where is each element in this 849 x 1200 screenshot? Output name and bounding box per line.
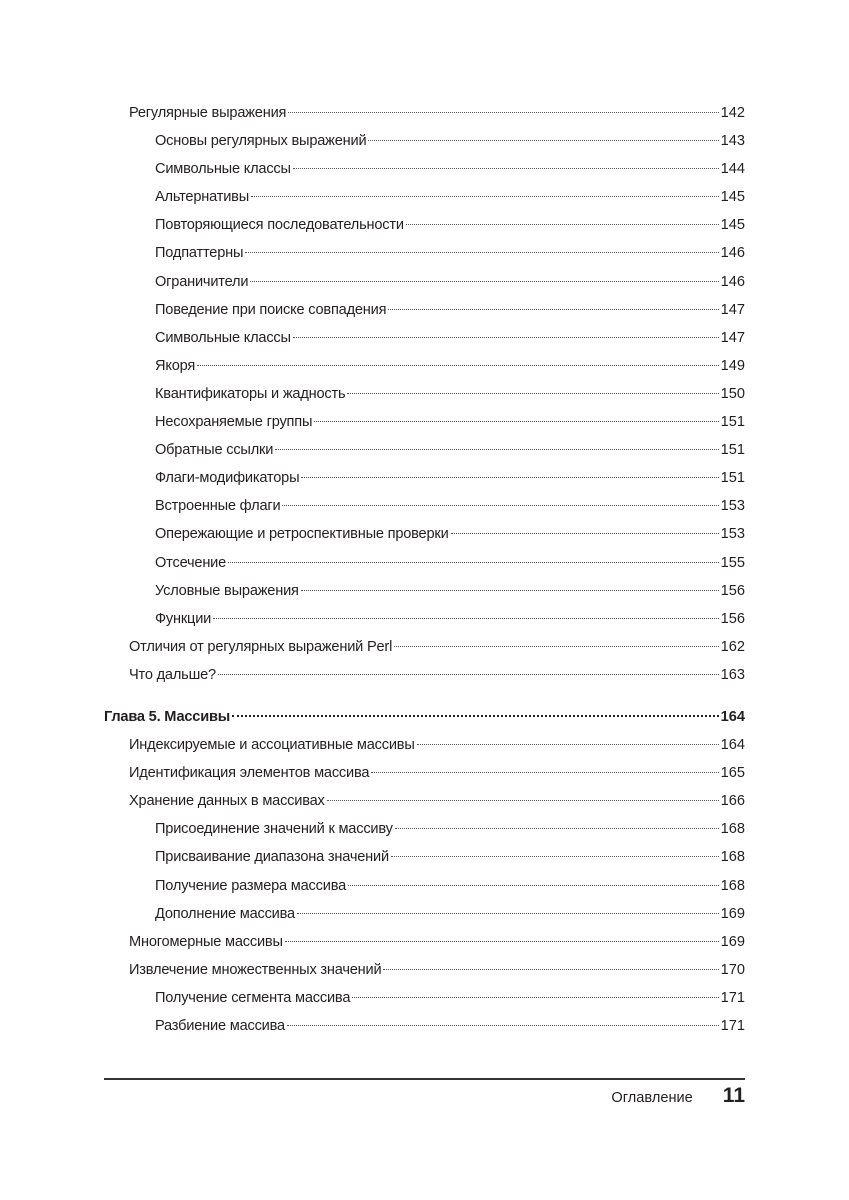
dot-leader [451,533,719,534]
dot-leader [417,744,719,745]
toc-entry[interactable] [104,211,745,239]
toc-entry[interactable] [104,956,745,984]
toc-entry-page: 168 [720,821,745,838]
toc-entry-page: 164 [720,708,745,725]
toc-entry-title: Альтернативы [155,189,249,206]
dot-leader [287,1025,719,1026]
dot-leader [297,913,719,914]
dot-leader [197,365,719,366]
dot-leader [371,772,718,773]
dot-leader [293,337,719,338]
dot-leader [314,421,718,422]
toc-entry[interactable] [104,549,745,577]
toc-entry-title: Отличия от регулярных выражений Perl [129,638,393,655]
dot-leader [282,505,718,506]
toc-entry-page: 171 [720,989,745,1006]
dot-leader [245,252,718,253]
dot-leader [301,590,719,591]
toc-entry-page: 146 [720,273,745,290]
dot-leader [347,393,718,394]
toc-entry-page: 151 [720,470,745,487]
toc-entry[interactable] [104,633,745,661]
toc-entry-title: Индексируемые и ассоциативные массивы [129,737,415,754]
toc-entry-title: Глава 5. Массивы [104,708,230,725]
dot-leader [228,562,719,563]
dot-leader [368,140,718,141]
toc-entry[interactable] [104,380,745,408]
toc-entry[interactable] [104,99,745,127]
dot-leader [327,800,719,801]
toc-entry-title: Обратные ссылки [155,442,274,459]
dot-leader [250,281,718,282]
page-number: 11 [722,1084,745,1107]
dot-leader [213,618,719,619]
toc-entry-page: 168 [720,849,745,866]
toc-entry-page: 150 [720,385,745,402]
toc-entry[interactable] [104,787,745,815]
toc-entry-title: Ограничители [155,273,249,290]
dot-leader [395,828,719,829]
toc-entry-title: Получение сегмента массива [155,989,351,1006]
dot-leader [251,196,719,197]
dot-leader [383,969,718,970]
toc-entry[interactable] [104,731,745,759]
dot-leader [275,449,718,450]
toc-entry[interactable] [104,127,745,155]
toc-entry-page: 151 [720,442,745,459]
toc-entry[interactable] [104,239,745,267]
toc-entry[interactable] [104,492,745,520]
toc-entry-title: Дополнение массива [155,905,295,922]
toc-entry-page: 169 [720,905,745,922]
dot-leader [285,941,719,942]
toc-entry-title: Извлечение множественных значений [129,961,382,978]
dot-leader [388,309,718,310]
dot-leader [391,856,719,857]
toc-entry-title: Символьные классы [155,329,291,346]
dot-leader [293,168,719,169]
toc-entry-title: Отсечение [155,554,227,571]
toc-entry-title: Символьные классы [155,161,291,178]
toc-entry[interactable] [104,843,745,871]
dot-leader [218,674,719,675]
toc-entry-page: 147 [720,301,745,318]
toc-entry[interactable] [104,605,745,633]
toc-entry-title: Получение размера массива [155,877,346,894]
toc-entry-page: 144 [720,161,745,178]
toc-entry-title: Встроенные флаги [155,498,281,515]
toc-entry-page: 171 [720,1018,745,1034]
toc-entry-title: Регулярные выражения [129,105,287,121]
toc-entry-page: 143 [720,133,745,150]
dot-leader [232,715,719,717]
footer-rule [104,1078,745,1080]
toc-entry[interactable] [104,324,745,352]
dot-leader [406,224,719,225]
toc-entry-title: Подпаттерны [155,245,244,262]
toc-entry-title: Хранение данных в массивах [129,793,325,810]
toc-entry-title: Повторяющиеся последовательности [155,217,404,234]
toc-entry[interactable] [104,296,745,324]
running-footer-title: Оглавление [611,1090,693,1106]
toc-entry[interactable] [104,155,745,183]
toc-entry[interactable] [104,984,745,1012]
toc-entry-title: Опережающие и ретроспективные проверки [155,526,449,543]
toc-entry[interactable] [104,436,745,464]
toc-entry-title: Многомерные массивы [129,933,283,950]
toc-entry-page: 145 [720,189,745,206]
toc-entry-page: 146 [720,245,745,262]
toc-entry[interactable] [104,464,745,492]
toc-entry-page: 162 [720,638,745,655]
toc-entry-page: 168 [720,877,745,894]
dot-leader [352,997,718,998]
toc-entry-title: Условные выражения [155,582,299,599]
toc-entry-page: 163 [720,666,745,683]
toc-entry-page: 166 [720,793,745,810]
toc-entry[interactable] [104,928,745,956]
toc-entry[interactable] [104,900,745,928]
toc-entry[interactable] [104,872,745,900]
table-of-contents [104,99,745,1040]
toc-entry-title: Несохраняемые группы [155,414,313,431]
toc-entry-title: Поведение при поиске совпадения [155,301,387,318]
toc-entry-page: 153 [720,526,745,543]
page-footer [611,1084,745,1108]
toc-entry[interactable] [104,352,745,380]
toc-entry-page: 170 [720,961,745,978]
toc-entry[interactable] [104,661,745,689]
toc-entry-page: 142 [720,105,745,121]
toc-entry-title: Квантификаторы и жадность [155,385,346,402]
dot-leader [348,885,719,886]
toc-entry-title: Присваивание диапазона значений [155,849,389,866]
toc-entry-page: 153 [720,498,745,515]
dot-leader [301,477,718,478]
toc-entry-page: 147 [720,329,745,346]
toc-entry-page: 169 [720,933,745,950]
toc-entry-title: Основы регулярных выражений [155,133,367,150]
toc-entry-page: 151 [720,414,745,431]
toc-entry-title: Флаги-модификаторы [155,470,300,487]
toc-entry[interactable] [104,577,745,605]
toc-entry-title: Что дальше? [129,666,216,683]
toc-chapter-entry[interactable] [104,703,745,731]
dot-leader [288,112,718,113]
toc-entry-title: Идентификация элементов массива [129,765,370,782]
toc-entry-page: 165 [720,765,745,782]
toc-entry-page: 149 [720,357,745,374]
toc-entry-page: 156 [720,582,745,599]
toc-entry-title: Якоря [155,357,196,374]
toc-entry-page: 155 [720,554,745,571]
toc-entry-page: 156 [720,610,745,627]
toc-entry[interactable] [104,268,745,296]
toc-entry[interactable] [104,1012,745,1040]
toc-entry-page: 145 [720,217,745,234]
toc-entry[interactable] [104,183,745,211]
toc-entry[interactable] [104,408,745,436]
dot-leader [394,646,719,647]
toc-entry-title: Функции [155,610,212,627]
toc-entry[interactable] [104,815,745,843]
toc-entry-title: Разбиение массива [155,1018,285,1034]
toc-entry-page: 164 [720,737,745,754]
toc-entry-title: Присоединение значений к массиву [155,821,393,838]
toc-entry[interactable] [104,759,745,787]
toc-entry[interactable] [104,520,745,548]
